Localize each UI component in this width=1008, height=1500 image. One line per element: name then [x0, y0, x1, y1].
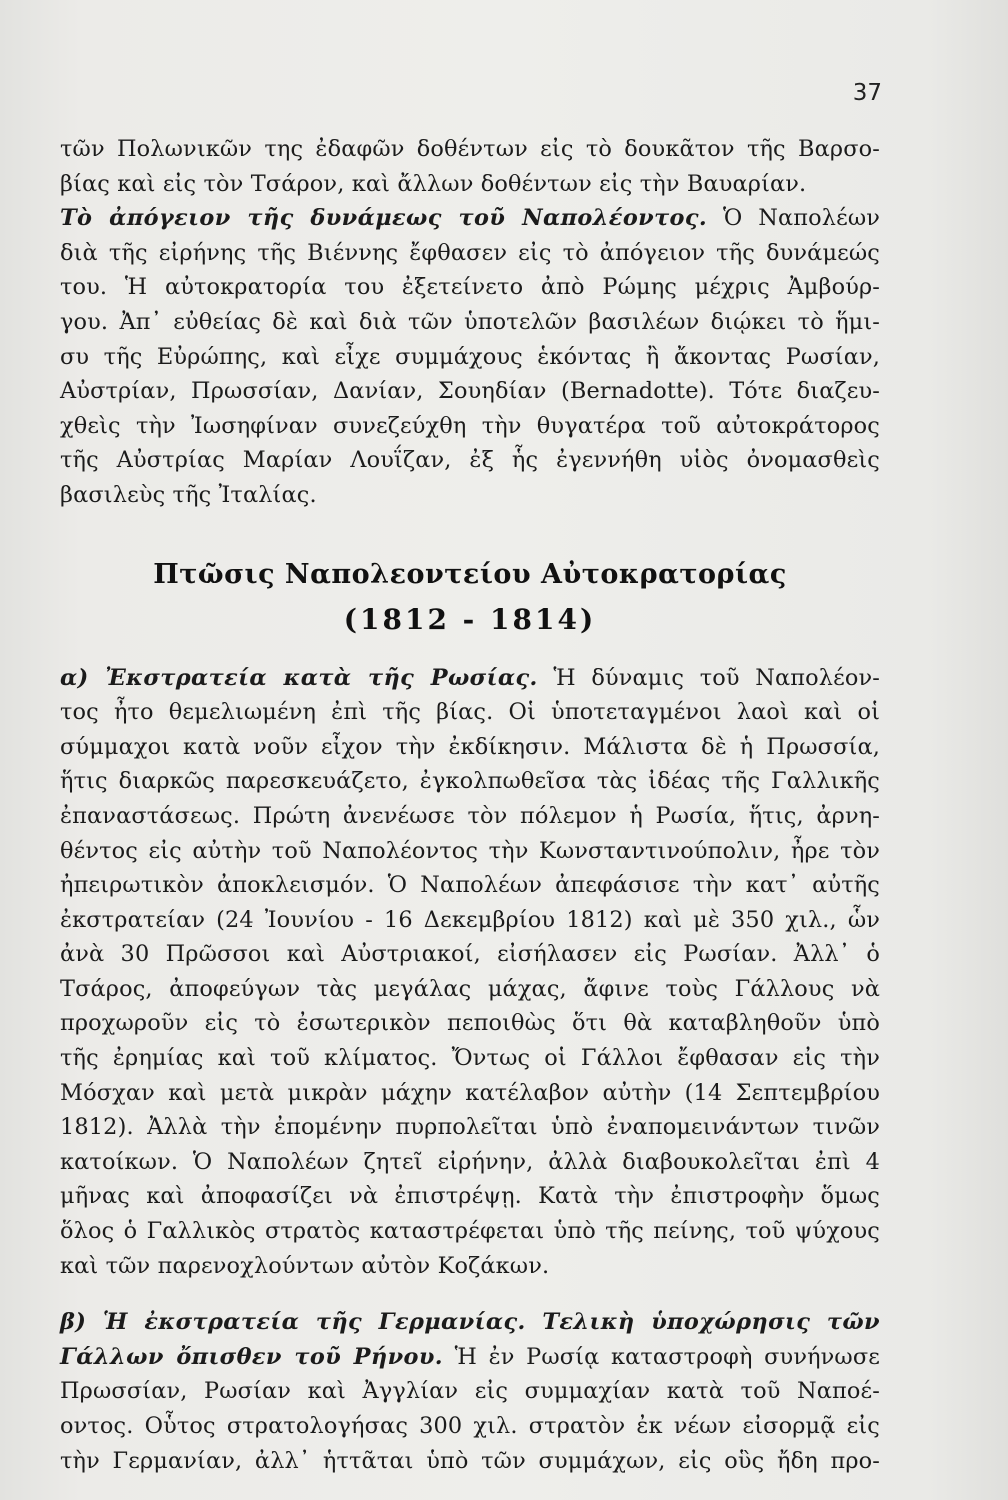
text-line: του. Ἡ αὐτοκρατορία του ἐξετείνετο ἀπὸ Ρώμης μέχρις Ἀμβούρ-: [60, 274, 880, 301]
text-line: μῆνας καὶ ἀποφασίζει νὰ ἐπιστρέψῃ. Κατὰ τὴν ἐπιστροφὴν ὅμως: [60, 1183, 880, 1210]
subhead-germany-rest: Ἡ ἐν Ρωσίᾳ καταστροφὴ συνήνωσε: [443, 1343, 880, 1370]
text-line: θέντος εἰς αὐτὴν τοῦ Ναπολέοντος τὴν Κωνσταντινούπολιν, ἦρε τὸν: [60, 837, 880, 864]
text-line: τος ἦτο θεμελιωμένη ἐπὶ τῆς βίας. Οἱ ὑποτεταγμένοι λαοὶ καὶ οἱ: [60, 699, 880, 726]
text-line: διὰ τῆς εἰρήνης τῆς Βιέννης ἔφθασεν εἰς τὸ ἀπόγειον τῆς δυνάμεώς: [60, 239, 880, 266]
page-body: [60, 132, 880, 1478]
page-number: 37: [852, 80, 882, 106]
text-line-with-subhead: [60, 1340, 880, 1375]
text-line: σύμμαχοι κατὰ νοῦν εἶχον τὴν ἐκδίκησιν. Μάλιστα δὲ ἡ Πρωσσία,: [60, 733, 880, 760]
text-line: Πρωσσίαν, Ρωσίαν καὶ Ἀγγλίαν εἰς συμμαχίαν κατὰ τοῦ Ναποέ-: [60, 1378, 880, 1405]
text-line: ἀνὰ 30 Πρῶσσοι καὶ Αὐστριακοί, εἰσήλασεν εἰς Ρωσίαν. Ἀλλ᾿ ὁ: [60, 941, 880, 968]
text-line: ἐκστρατείαν (24 Ἰουνίου - 16 Δεκεμβρίου 1812) καὶ μὲ 350 χιλ., ὧν: [60, 906, 880, 933]
text-line: ἠπειρωτικὸν ἀποκλεισμόν. Ὁ Ναπολέων ἀπεφάσισε τὴν κατ᾿ αὐτῆς: [60, 872, 880, 899]
text-line: χθεὶς τὴν Ἰωσηφίναν συνεζεύχθη τὴν θυγατέρα τοῦ αὐτοκράτορος: [60, 412, 880, 439]
section-years: (1812 - 1814): [343, 602, 597, 636]
text-line: τῆς ἐρημίας καὶ τοῦ κλίματος. Ὄντως οἱ Γάλλοι ἔφθασαν εἰς τὴν: [60, 1045, 880, 1072]
text-line: ἥτις διαρκῶς παρεσκευάζετο, ἐγκολπωθεῖσα τὰς ἰδέας τῆς Γαλλικῆς: [60, 768, 880, 795]
subhead-germany: β) Ἡ ἐκστρατεία τῆς Γερμανίας. Τελικὴ ὑποχώρησις τῶν: [60, 1309, 880, 1336]
text-line: καὶ τῶν παρενοχλούντων αὐτὸν Κοζάκων.: [60, 1252, 550, 1279]
text-line: Μόσχαν καὶ μετὰ μικρὰν μάχην κατέλαβον αὐτὴν (14 Σεπτεμβρίου: [60, 1079, 880, 1106]
text-line-with-subhead: [60, 661, 880, 696]
text-line: συ τῆς Εὐρώπης, καὶ εἶχε συμμάχους ἑκόντας ἢ ἄκοντας Ρωσίαν,: [60, 343, 880, 370]
text-line: ὅλος ὁ Γαλλικὸς στρατὸς καταστρέφεται ὑπὸ τῆς πείνης, τοῦ ψύχους: [60, 1218, 880, 1245]
text-line: βασιλεὺς τῆς Ἰταλίας.: [60, 481, 317, 508]
text-line: τῶν Πολωνικῶν της ἐδαφῶν δοθέντων εἰς τὸ δουκᾶτον τῆς Βαρσο-: [60, 136, 880, 162]
text-line: βίας καὶ εἰς τὸν Τσάρον, καὶ ἄλλων δοθέντων εἰς τὴν Βαυαρίαν.: [60, 170, 807, 197]
subhead-apogee-rest: Ὁ Ναπολέων: [707, 205, 881, 232]
subhead-apogee: Τὸ ἀπόγειον τῆς δυνάμεως τοῦ Ναπολέοντος.: [60, 205, 708, 232]
text-line: γου. Ἀπ᾿ εὐθείας δὲ καὶ διὰ τῶν ὑποτελῶν βασιλέων διῴκει τὸ ἥμι-: [60, 308, 880, 335]
text-line: τὴν Γερμανίαν, ἀλλ᾿ ἡττᾶται ὑπὸ τῶν συμμάχων, εἰς οὓς ἤδη προ-: [60, 1447, 880, 1474]
subhead-germany-cont: Γάλλων ὄπισθεν τοῦ Ρήνου.: [60, 1343, 443, 1370]
section-gap: [60, 643, 880, 661]
section-title: Πτῶσις Ναπολεοντείου Αὐτοκρατορίας: [153, 558, 787, 590]
subhead-russia: α) Ἐκστρατεία κατὰ τῆς Ρωσίας.: [60, 664, 538, 691]
text-line: Τσάρος, ἀποφεύγων τὰς μεγάλας μάχας, ἄφινε τοὺς Γάλλους νὰ: [60, 975, 880, 1002]
paragraph-gap: [60, 1283, 880, 1305]
subhead-germany-line: [60, 1305, 880, 1340]
text-line: 1812). Ἀλλὰ τὴν ἐπομένην πυρπολεῖται ὑπὸ ἐναπομεινάντων τινῶν: [60, 1114, 880, 1141]
text-line: κατοίκων. Ὁ Ναπολέων ζητεῖ εἰρήνην, ἀλλὰ διαβουκολεῖται ἐπὶ 4: [60, 1148, 880, 1175]
text-line: οντος. Οὗτος στρατολογήσας 300 χιλ. στρατὸν ἐκ νέων εἰσορμᾷ εἰς: [60, 1413, 880, 1439]
section-gap: [60, 513, 880, 553]
text-line: ἐπαναστάσεως. Πρώτη ἀνενέωσε τὸν πόλεμον ἡ Ρωσία, ἥτις, ἀρνη-: [60, 802, 880, 829]
text-line: Αὐστρίαν, Πρωσσίαν, Δανίαν, Σουηδίαν (Bernadotte). Τότε διαζευ-: [60, 378, 880, 405]
subhead-russia-rest: Ἡ δύναμις τοῦ Ναπολέον-: [537, 664, 880, 691]
text-line: τῆς Αὐστρίας Μαρίαν Λουΐζαν, ἐξ ἧς ἐγεννήθη υἱὸς ὀνομασθεὶς: [60, 447, 880, 474]
text-line: προχωροῦν εἰς τὸ ἐσωτερικὸν πεποιθὼς ὅτι θὰ καταβληθοῦν ὑπὸ: [60, 1010, 880, 1037]
text-line-with-subhead: [60, 201, 880, 236]
